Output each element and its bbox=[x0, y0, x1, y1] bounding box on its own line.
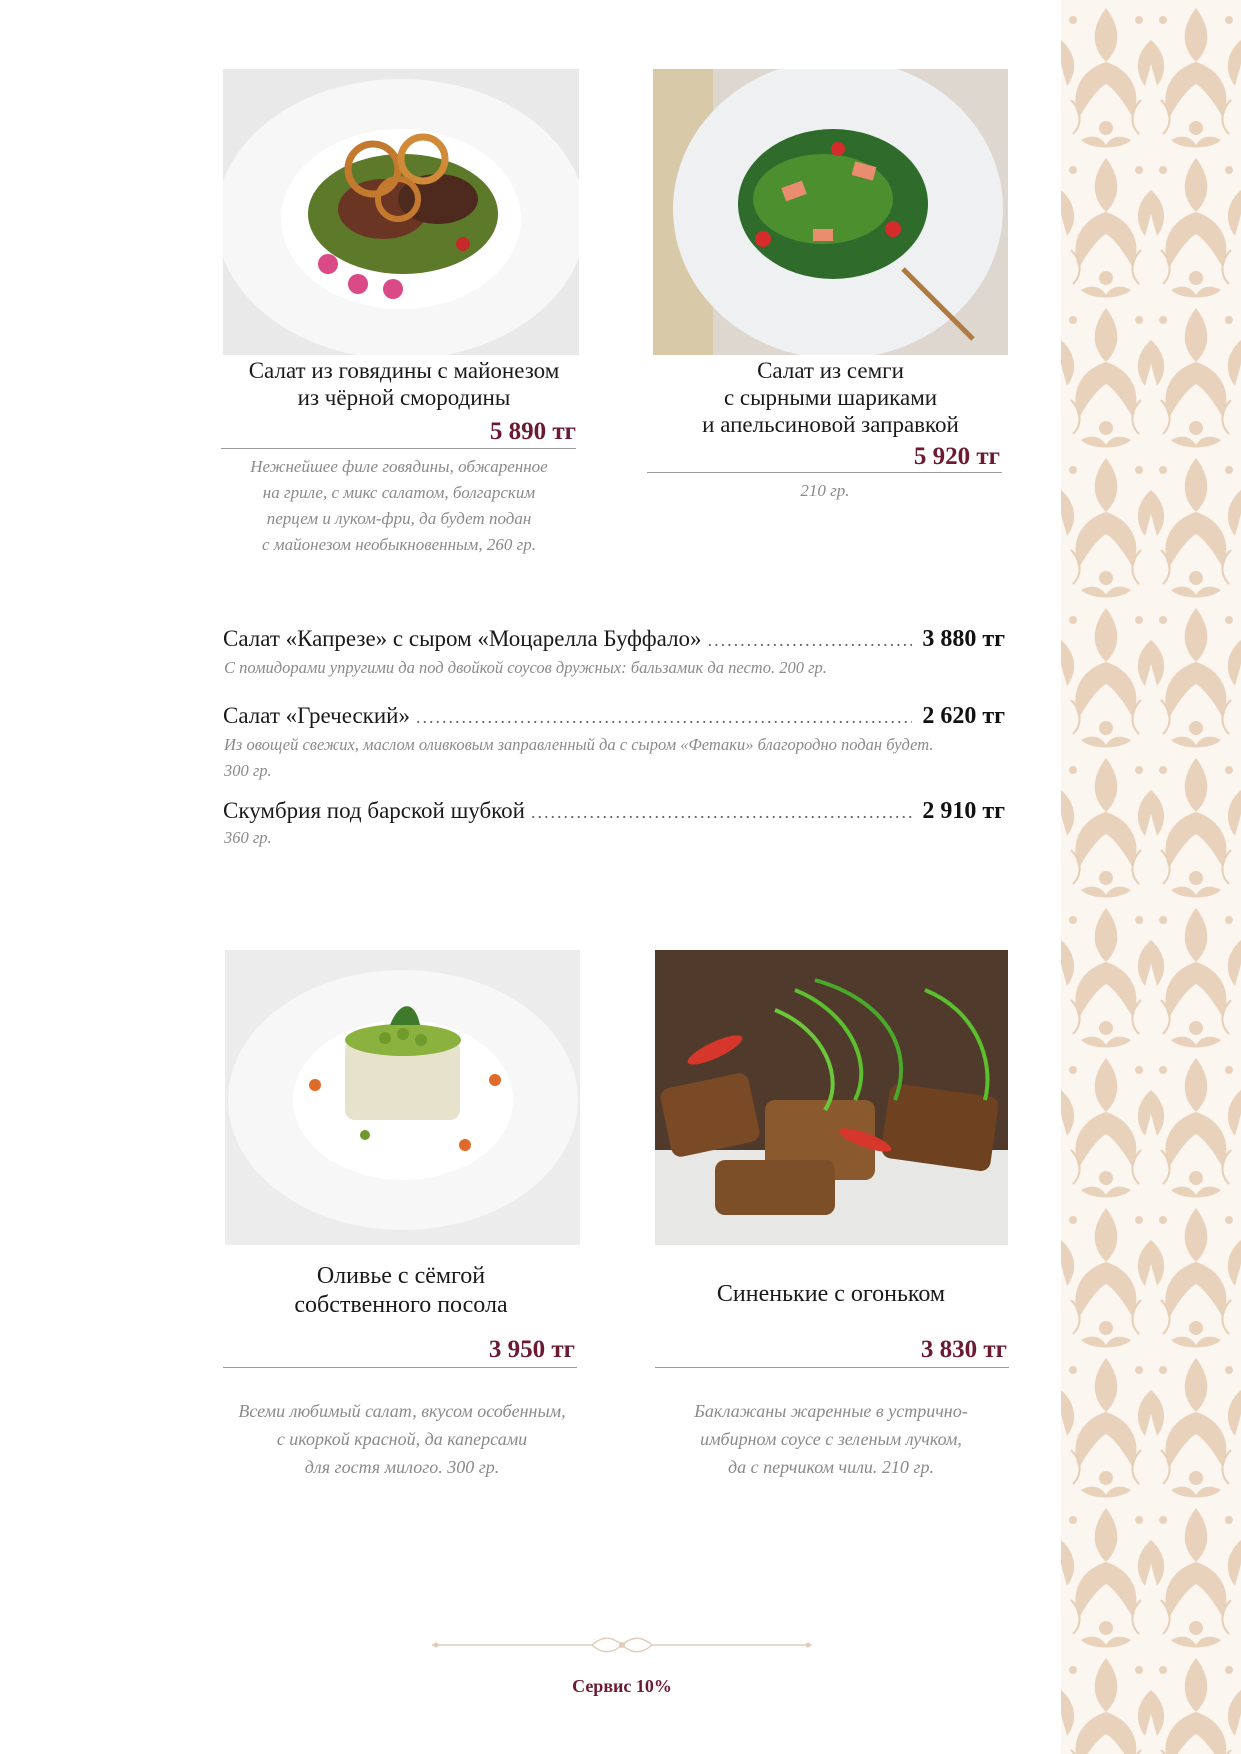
service-charge: Сервис 10% bbox=[572, 1676, 672, 1696]
dish-title: Салат из семги с сырными шариками и апельсиновой заправкой bbox=[702, 358, 959, 437]
item-description: Из овощей свежих, маслом оливковым заправленный да с сыром «Фетаки» благородно подан будет. 300 гр. bbox=[224, 735, 934, 780]
item-name: Салат «Капрезе» с сыром «Моцарелла Буффало» bbox=[223, 626, 702, 651]
item-description: 360 гр. bbox=[224, 828, 272, 847]
dish-title: Салат из говядины с майонезом из чёрной смородины bbox=[248, 358, 560, 410]
olivier-salad-photo bbox=[225, 950, 580, 1245]
dot-leader bbox=[708, 630, 913, 651]
dish-title: Оливье с сёмгой собственного посола bbox=[294, 1263, 508, 1318]
dot-leader bbox=[531, 802, 912, 823]
item-price: 3 880 тг bbox=[922, 626, 1005, 652]
dish-price: 3 950 тг bbox=[488, 1336, 575, 1363]
salmon-salad-photo bbox=[653, 69, 1008, 355]
item-price: 2 910 тг bbox=[922, 798, 1005, 824]
price-divider bbox=[655, 1367, 1009, 1368]
menu-list-item bbox=[223, 626, 1005, 658]
eggplant-dish-photo bbox=[655, 950, 1008, 1245]
price-divider bbox=[223, 1367, 577, 1368]
damask-ornament-strip bbox=[1061, 0, 1241, 1754]
dot-leader bbox=[416, 707, 912, 728]
item-description: С помидорами упругими да под двойкой соусов дружных: бальзамик да песто. 200 гр. bbox=[224, 658, 827, 677]
price-divider bbox=[221, 448, 576, 449]
damask-pattern-icon bbox=[1061, 0, 1241, 1754]
menu-list-item bbox=[223, 703, 1005, 735]
dish-price: 5 890 тг bbox=[489, 418, 576, 445]
item-name: Салат «Греческий» bbox=[223, 703, 410, 728]
dish-title: Синенькие с огоньком bbox=[716, 1281, 946, 1307]
dish-price: 3 830 тг bbox=[920, 1336, 1007, 1363]
dish-description: 210 гр. bbox=[800, 481, 850, 500]
ornamental-divider-icon bbox=[432, 1634, 812, 1656]
dish-description: Всеми любимый салат, вкусом особенным, с икоркой красной, да каперсами для гостя милого. 300 гр. bbox=[238, 1401, 566, 1477]
item-name: Скумбрия под барской шубкой bbox=[223, 798, 525, 823]
dish-description: Нежнейшее филе говядины, обжаренное на гриле, с микс салатом, болгарским перцем и луком-фри, да будет подан с майонезом необыкновенным, 260 гр. bbox=[250, 457, 548, 554]
beef-salad-photo bbox=[223, 69, 579, 355]
dish-description: Баклажаны жаренные в устрично- имбирном соусе с зеленым лучком, да с перчиком чили. 210 гр. bbox=[694, 1401, 968, 1477]
price-divider bbox=[647, 472, 1002, 473]
dish-price: 5 920 тг bbox=[913, 443, 1000, 470]
item-price: 2 620 тг bbox=[922, 703, 1005, 729]
